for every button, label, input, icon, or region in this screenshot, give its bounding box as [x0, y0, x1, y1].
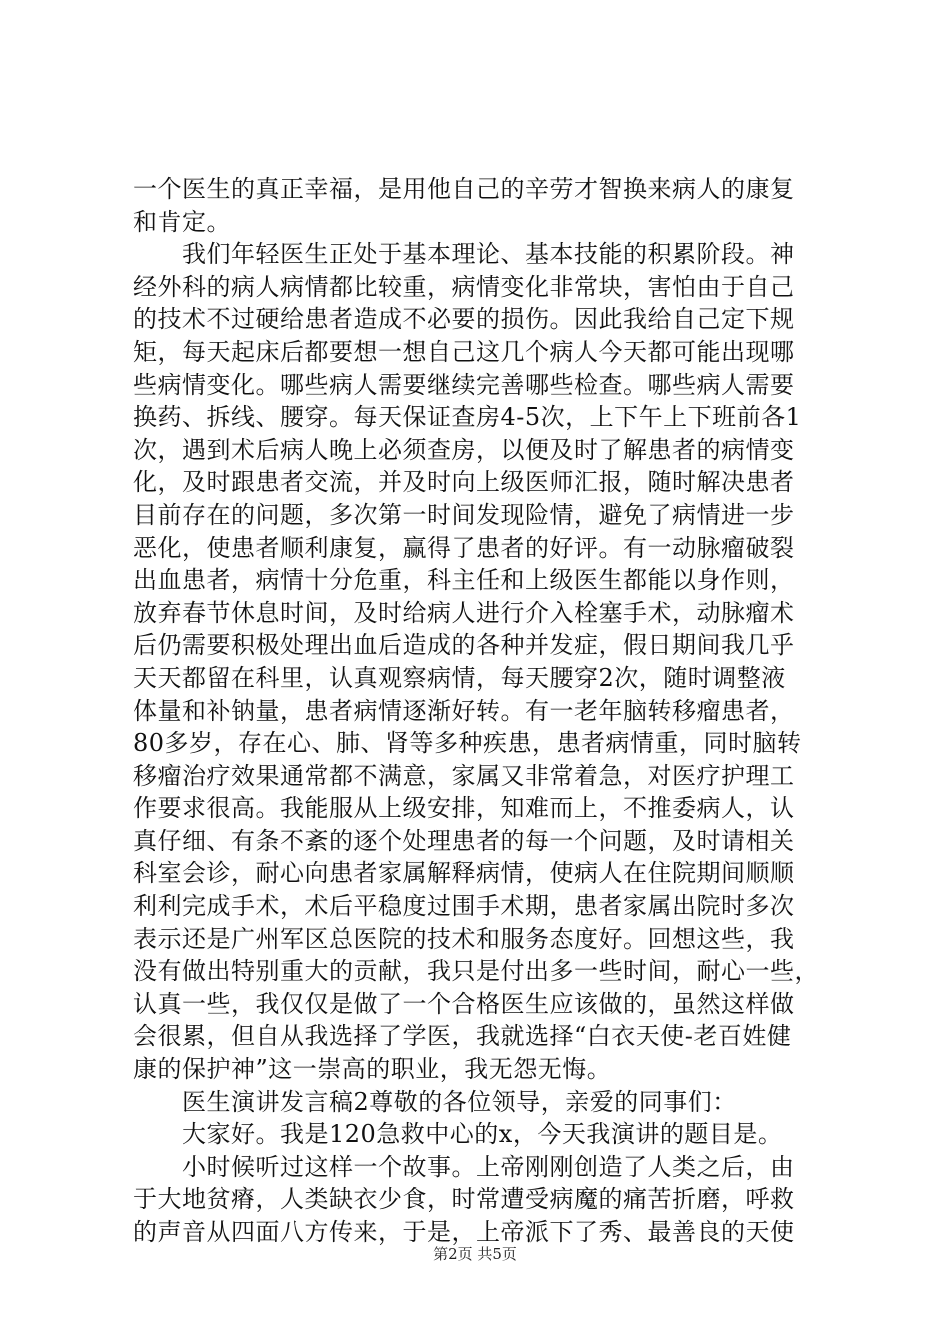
text-line: 次，遇到术后病人晚上必须查房，以便及时了解患者的病情变 — [133, 435, 795, 464]
text-line: 没有做出特别重大的贡献，我只是付出多一些时间，耐心一些， — [133, 957, 819, 986]
text-line: 体量和补钠量，患者病情逐渐好转。有一老年脑转移瘤患者， — [133, 696, 795, 725]
text-line: 些病情变化。哪些病人需要继续完善哪些检查。哪些病人需要 — [133, 370, 795, 399]
text-line: 的技术不过硬给患者造成不必要的损伤。因此我给自己定下规 — [133, 305, 795, 334]
document-body — [133, 173, 833, 1249]
text-line: 换药、拆线、腰穿。每天保证查房4-5次，上下午上下班前各1 — [133, 403, 802, 432]
text-line: 恶化，使患者顺利康复，赢得了患者的好评。有一动脉瘤破裂 — [133, 533, 795, 562]
page-number-label: 第2页 共5页 — [433, 1245, 517, 1263]
text-line: 会很累，但自从我选择了学医，我就选择“白衣天使-老百姓健 — [133, 1022, 792, 1051]
text-line: 于大地贫瘠，人类缺衣少食，时常遭受病魔的痛苦折磨，呼救 — [133, 1185, 795, 1214]
text-line: 矩，每天起床后都要想一想自己这几个病人今天都可能出现哪 — [133, 337, 795, 366]
text-line: 出血患者，病情十分危重，科主任和上级医生都能以身作则， — [133, 566, 795, 595]
text-line: 我们年轻医生正处于基本理论、基本技能的积累阶段。神 — [182, 240, 795, 269]
text-line: 康的保护神”这一崇高的职业，我无怨无悔。 — [133, 1055, 612, 1084]
text-line: 医生演讲发言稿2尊敬的各位领导，亲爱的同事们： — [182, 1087, 737, 1116]
text-line: 的声音从四面八方传来，于是，上帝派下了秀、最善良的天使 — [133, 1218, 795, 1246]
text-line: 经外科的病人病情都比较重，病情变化非常块，害怕由于自己 — [133, 272, 795, 301]
text-line: 科室会诊，耐心向患者家属解释病情，使病人在住院期间顺顺 — [133, 859, 795, 888]
text-line: 表示还是广州军区总医院的技术和服务态度好。回想这些，我 — [133, 924, 795, 953]
text-line: 一个医生的真正幸福，是用他自己的辛劳才智换来病人的康复 — [133, 175, 795, 203]
text-line: 80多岁，存在心、肺、肾等多种疾患，患者病情重，同时脑转 — [133, 729, 802, 758]
text-line: 目前存在的问题，多次第一时间发现险情，避免了病情进一步 — [133, 500, 795, 529]
text-line: 化，及时跟患者交流，并及时向上级医师汇报，随时解决患者 — [133, 468, 795, 497]
page-footer — [0, 1243, 950, 1264]
text-line: 大家好。我是120急救中心的x，今天我演讲的题目是。 — [182, 1120, 783, 1149]
text-line: 小时候听过这样一个故事。上帝刚刚创造了人类之后，由 — [182, 1152, 795, 1181]
text-line: 放弃春节休息时间，及时给病人进行介入栓塞手术，动脉瘤术 — [133, 598, 795, 627]
text-line: 作要求很高。我能服从上级安排，知难而上，不推委病人，认 — [133, 794, 795, 823]
text-line: 和肯定。 — [133, 207, 231, 236]
text-line: 后仍需要积极处理出血后造成的各种并发症，假日期间我几乎 — [133, 631, 795, 660]
text-line: 天天都留在科里，认真观察病情，每天腰穿2次，随时调整液 — [133, 663, 786, 692]
text-line: 认真一些，我仅仅是做了一个合格医生应该做的，虽然这样做 — [133, 989, 795, 1018]
text-line: 真仔细、有条不紊的逐个处理患者的每一个问题，及时请相关 — [133, 826, 795, 855]
text-line: 移瘤治疗效果通常都不满意，家属又非常着急，对医疗护理工 — [133, 761, 795, 790]
text-line: 利利完成手术，术后平稳度过围手术期，患者家属出院时多次 — [133, 892, 795, 921]
